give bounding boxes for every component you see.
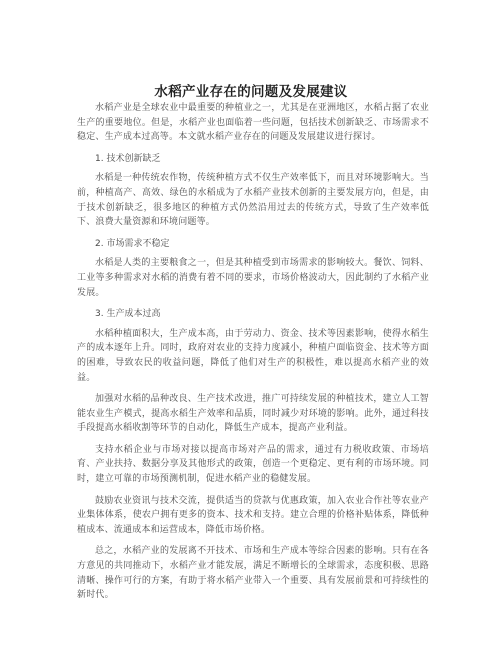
intro-paragraph: 水稻产业是全球农业中最重要的种植业之一，尤其是在亚洲地区，水稻占据了农业生产的重要地位。但是，水稻产业也面临着一些问题，包括技术创新缺乏、市场需求不稳定、生产成本过高等。本文就水稻产业存在的问题及发展建议进行探讨。 — [77, 103, 429, 143]
document-body — [77, 101, 429, 610]
suggestion-paragraph-market: 支持水稻企业与市场对接以提高市场对产品的需求，通过有力税收政策、市场培育、产业扶持、数据分享及其他形式的政策，创造一个更稳定、更有利的市场环境。同时，建立可靠的市场预测机制，促进水稻产业的稳健发展。 — [77, 444, 429, 485]
section-heading-3: 3. 生产成本过高 — [95, 309, 161, 320]
suggestion-paragraph-technology: 加强对水稻的品种改良、生产技术改进，推广可持续发展的种植技术，建立人工智能农业生产模式，提高水稻生产效率和品质，同时减少对环境的影响。此外，通过科技手段提高水稻收割等环节的自动化，降低生产成本，提高产业利益。 — [77, 394, 429, 434]
section-3-paragraph-1: 水稻种植面积大，生产成本高，由于劳动力、资金、技术等因素影响，使得水稻生产的成本逐年上升。同时，政府对农业的支持力度减小，种植户面临资金、技术等方面的困难，导致农民的收益问题，降低了他们对生产的积极性，难以提高水稻产业的效益。 — [77, 328, 429, 383]
document-title: 水稻产业存在的问题及发展建议 — [154, 84, 348, 100]
section-heading-1: 1. 技术创新缺乏 — [95, 153, 161, 164]
conclusion-paragraph: 总之，水稻产业的发展离不开技术、市场和生产成本等综合因素的影响。只有在各方意见的共同推动下，水稻产业才能发展，满足不断增长的全球需求，态度积极、思路清晰、操作可行的方案，有助于将水稻产业带入一个重要、具有发展前景和可持续性的新时代。 — [77, 546, 429, 601]
section-1-paragraph-1: 水稻是一种传统农作物，传统种植方式不仅生产效率低下，而且对环境影响大。当前，种植高产、高效、绿色的水稻成为了水稻产业技术创新的主要发展方向，但是，由于技术创新缺乏，很多地区的种植方式仍然沿用过去的传统方式，导致了生产效率低下、浪费大量资源和环境问题等。 — [77, 173, 429, 228]
section-2-paragraph-1: 水稻是人类的主要粮食之一，但是其种植受到市场需求的影响较大。餐饮、饲料、工业等多种需求对水稻的消费有着不同的要求，市场价格波动大，因此制约了水稻产业发展。 — [77, 258, 429, 298]
section-heading-2: 2. 市场需求不稳定 — [95, 238, 170, 249]
suggestion-paragraph-cost: 鼓励农业资讯与技术交流，提供适当的贷款与优惠政策，加入农业合作社等农业产业集体体系，使农户拥有更多的资本、技术和支持。建立合理的价格补贴体系，降低种植成本、流通成本和运营成本，降低市场价格。 — [77, 495, 429, 535]
